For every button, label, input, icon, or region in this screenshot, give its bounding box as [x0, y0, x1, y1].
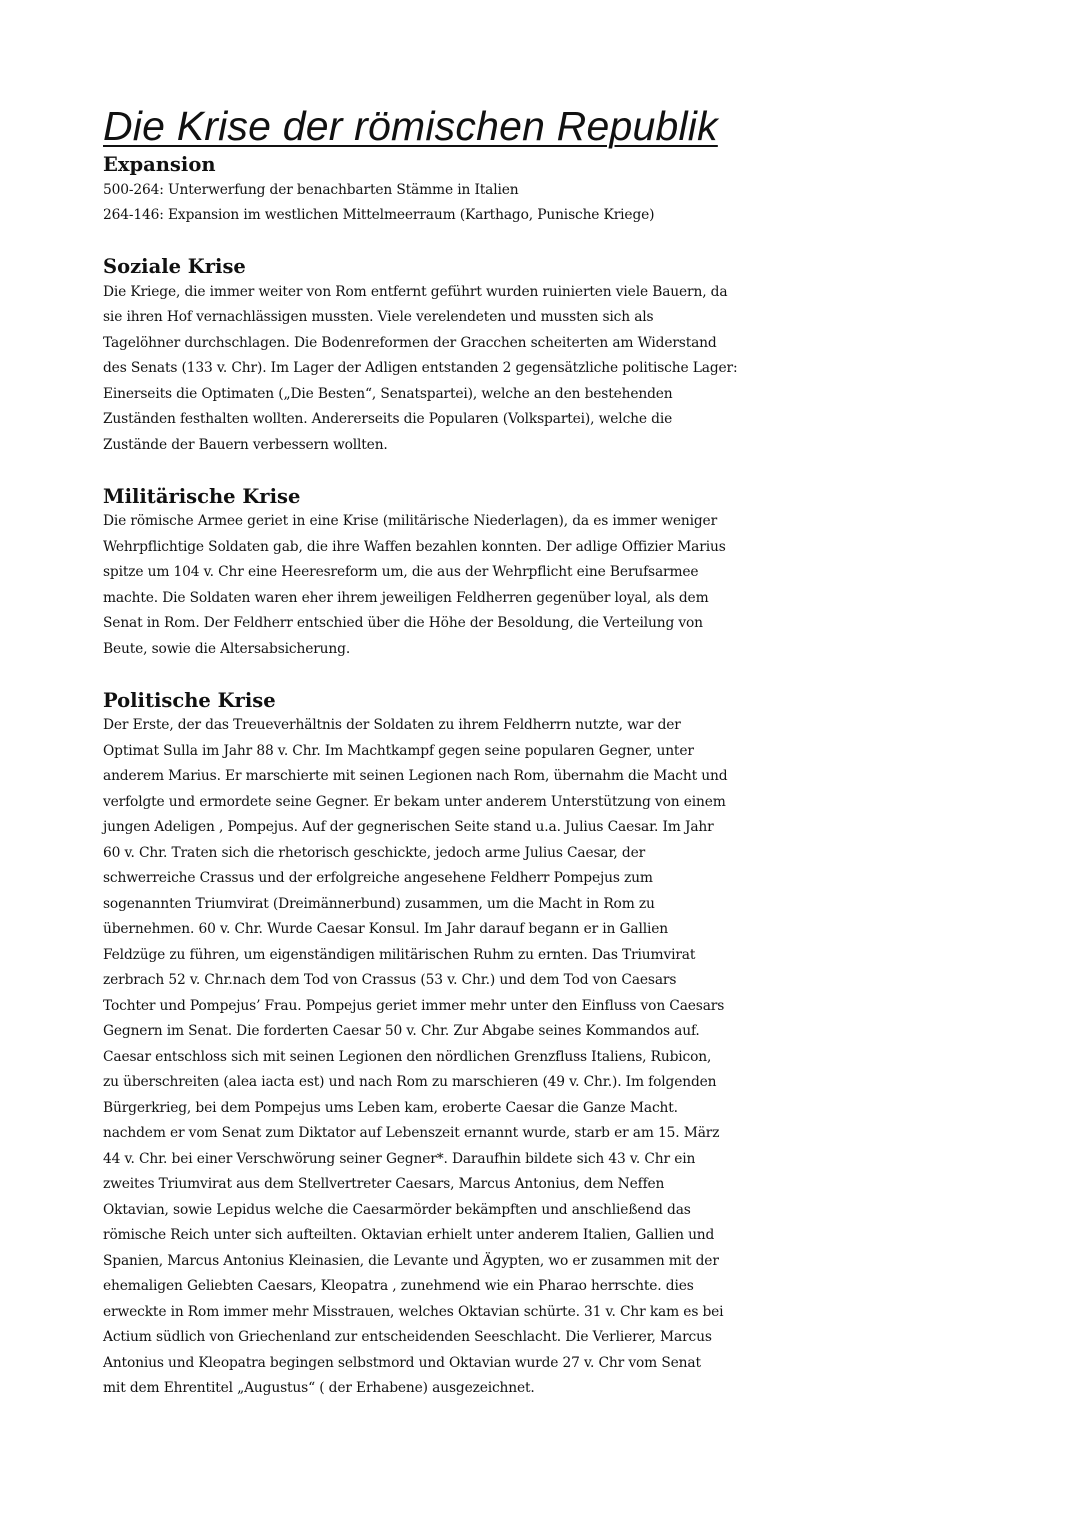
text-line: mit dem Ehrentitel „Augustus“ ( der Erhabene) ausgezeichnet. [103, 1380, 535, 1396]
text-line: Feldzüge zu führen, um eigenständigen militärischen Ruhm zu ernten. Das Triumvirat [103, 946, 696, 963]
text-line: 500-264: Unterwerfung der benachbarten Stämme in Italien [103, 181, 519, 198]
text-line: Oktavian, sowie Lepidus welche die Caesarmörder bekämpften und anschließend das [103, 1201, 691, 1218]
section-expansion [103, 152, 993, 229]
section-heading: Expansion [103, 153, 216, 176]
text-line: des Senats (133 v. Chr). Im Lager der Adligen entstanden 2 gegensätzliche politische Lager: [103, 360, 738, 376]
text-line: römische Reich unter sich aufteilten. Oktavian erhielt unter anderem Italien, Gallien und [103, 1227, 715, 1243]
text-line: Beute, sowie die Altersabsicherung. [103, 640, 351, 657]
section-heading: Politische Krise [103, 688, 276, 712]
text-line: sogenannten Triumvirat (Dreimännerbund) zusammen, um die Macht in Rom zu [103, 895, 655, 912]
section-soziale-krise [103, 254, 993, 458]
text-line: anderem Marius. Er marschierte mit seinen Legionen nach Rom, übernahm die Macht und [103, 768, 728, 784]
text-line: schwerreiche Crassus und der erfolgreiche angesehene Feldherr Pompejus zum [103, 870, 653, 886]
text-line: Der Erste, der das Treueverhältnis der Soldaten zu ihrem Feldherrn nutzte, war der [103, 717, 681, 733]
text-line: Die Kriege, die immer weiter von Rom entfernt geführt wurden ruinierten viele Bauern, da [103, 283, 728, 300]
text-line: 44 v. Chr. bei einer Verschwörung seiner Gegner*. Daraufhin bildete sich 43 v. Chr ein [103, 1150, 696, 1167]
text-line: Tochter und Pompejus’ Frau. Pompejus geriet immer mehr unter den Einfluss von Caesars [103, 997, 725, 1014]
section-spacer [103, 458, 993, 484]
text-line: Zustände der Bauern verbessern wollten. [103, 436, 388, 453]
text-line: 60 v. Chr. Traten sich die rhetorisch geschickte, jedoch arme Julius Caesar, der [103, 844, 646, 861]
text-line: Caesar entschloss sich mit seinen Legionen den nördlichen Grenzfluss Italiens, Rubicon, [103, 1048, 712, 1065]
text-line: Einerseits die Optimaten („Die Besten“, Senatspartei), welche an den bestehenden [103, 385, 673, 402]
text-line: Zuständen festhalten wollten. Andererseits die Popularen (Volkspartei), welche die [103, 411, 673, 427]
text-line: übernehmen. 60 v. Chr. Wurde Caesar Konsul. Im Jahr darauf begann er in Gallien [103, 921, 669, 937]
text-line: machte. Die Soldaten waren eher ihrem jeweiligen Feldherren gegenüber loyal, als dem [103, 589, 709, 606]
text-line: Bürgerkrieg, bei dem Pompejus ums Leben kam, eroberte Caesar die Ganze Macht. [103, 1099, 678, 1116]
text-line: Antonius und Kleopatra begingen selbstmord und Oktavian wurde 27 v. Chr vom Senat [103, 1354, 701, 1371]
text-line: zweites Triumvirat aus dem Stellvertreter Caesars, Marcus Antonius, dem Neffen [103, 1176, 665, 1192]
section-milit-rische-krise [103, 484, 993, 663]
text-line: Actium südlich von Griechenland zur entscheidenden Seeschlacht. Die Verlierer, Marcus [103, 1329, 712, 1345]
text-line: verfolgte und ermordete seine Gegner. Er bekam unter anderem Unterstützung von einem [103, 793, 726, 810]
text-line: erweckte in Rom immer mehr Misstrauen, welches Oktavian schürte. 31 v. Chr kam es bei [103, 1303, 724, 1320]
section-spacer [103, 229, 993, 255]
text-line: zerbrach 52 v. Chr.nach dem Tod von Crassus (53 v. Chr.) und dem Tod von Caesars [103, 972, 677, 988]
text-line: Die römische Armee geriet in eine Krise (militärische Niederlagen), da es immer weniger [103, 513, 718, 529]
text-line: Wehrpflichtige Soldaten gab, die ihre Waffen bezahlen konnten. Der adlige Offizier Marius [103, 538, 726, 555]
text-line: Optimat Sulla im Jahr 88 v. Chr. Im Machtkampf gegen seine popularen Gegner, unter [103, 742, 694, 759]
document-page [103, 100, 993, 1402]
section-spacer [103, 662, 993, 688]
page-title: Die Krise der römischen Republik [103, 103, 718, 149]
text-line: Tagelöhner durchschlagen. Die Bodenreformen der Gracchen scheiterten am Widerstand [103, 334, 717, 351]
text-line: Gegnern im Senat. Die forderten Caesar 50 v. Chr. Zur Abgabe seines Kommandos auf. [103, 1023, 700, 1039]
text-line: 264-146: Expansion im westlichen Mittelmeerraum (Karthago, Punische Kriege) [103, 207, 655, 223]
text-line: zu überschreiten (alea iacta est) und nach Rom zu marschieren (49 v. Chr.). Im folgenden [103, 1074, 717, 1090]
section-heading: Soziale Krise [103, 255, 246, 278]
document-body [103, 152, 993, 1402]
text-line: nachdem er vom Senat zum Diktator auf Lebenszeit ernannt wurde, starb er am 15. März [103, 1125, 720, 1141]
text-line: ehemaligen Geliebten Caesars, Kleopatra , zunehmend wie ein Pharao herrschte. dies [103, 1278, 694, 1294]
section-politische-krise [103, 688, 993, 1402]
text-line: Spanien, Marcus Antonius Kleinasien, die Levante und Ägypten, wo er zusammen mit der [103, 1252, 719, 1269]
text-line: spitze um 104 v. Chr eine Heeresreform um, die aus der Wehrpflicht eine Berufsarmee [103, 564, 699, 580]
text-line: jungen Adeligen , Pompejus. Auf der gegnerischen Seite stand u.a. Julius Caesar. Im Jahr [103, 819, 714, 835]
text-line: sie ihren Hof vernachlässigen mussten. Viele verelendeten und mussten sich als [103, 309, 654, 325]
text-line: Senat in Rom. Der Feldherr entschied über die Höhe der Besoldung, die Verteilung von [103, 615, 703, 631]
section-heading: Militärische Krise [103, 484, 301, 508]
